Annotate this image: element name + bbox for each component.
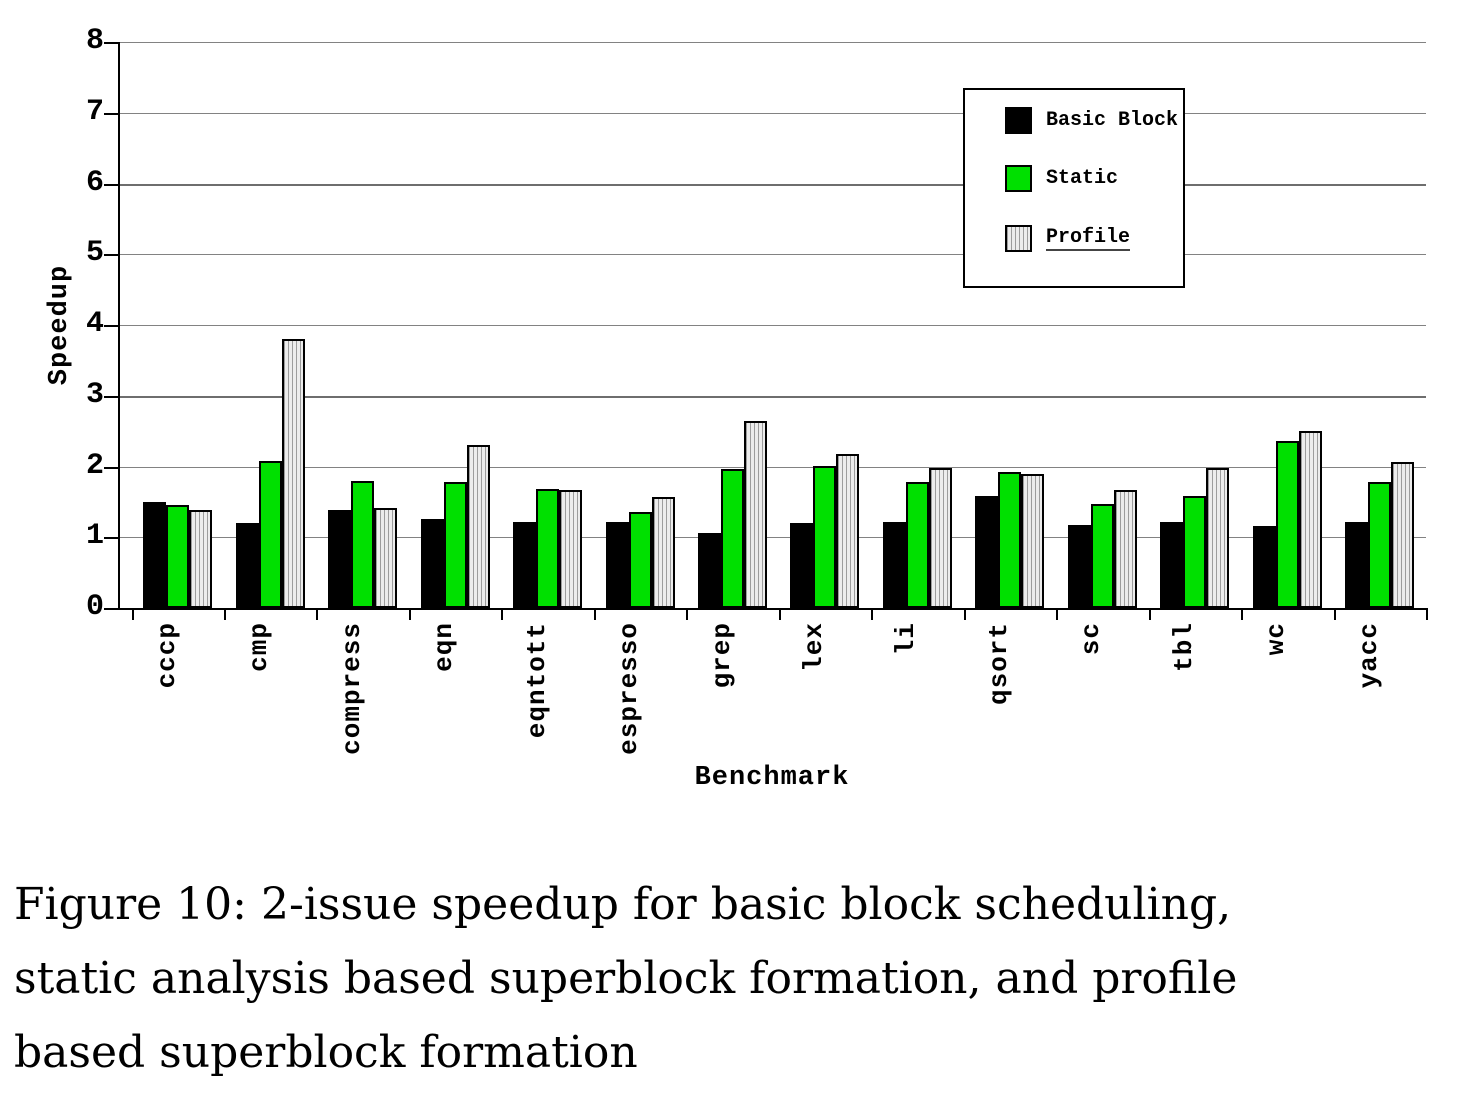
bar-profile-cmp	[282, 339, 305, 608]
profile-swatch-icon	[1005, 225, 1032, 252]
gridline	[118, 42, 1426, 43]
x-axis-tick	[132, 608, 134, 620]
y-axis-title: Speedup	[45, 264, 75, 386]
bar-profile-wc	[1299, 431, 1322, 608]
y-axis-tick	[104, 396, 118, 398]
x-axis-tick	[1056, 608, 1058, 620]
x-axis-title: Benchmark	[694, 763, 850, 793]
bar-basic-block-compress	[328, 510, 351, 608]
y-axis-tick	[104, 184, 118, 186]
bar-profile-cccp	[189, 510, 212, 608]
x-category-label-compress: compress	[336, 622, 367, 755]
caption-line: static analysis based superblock formation, and profile	[14, 953, 1238, 1004]
y-axis-tick	[104, 113, 118, 115]
bar-basic-block-lex	[790, 523, 813, 608]
x-category-label-tbl: tbl	[1168, 622, 1199, 672]
bar-profile-lex	[836, 454, 859, 608]
bar-static-li	[906, 482, 929, 608]
x-axis-tick	[1149, 608, 1151, 620]
y-axis-tick	[104, 537, 118, 539]
x-axis-tick	[1426, 608, 1428, 620]
y-tick-label: 7	[85, 94, 104, 129]
bar-static-compress	[351, 481, 374, 608]
legend-entry-basic-block	[1005, 107, 1178, 134]
bar-basic-block-yacc	[1345, 522, 1368, 608]
y-tick-label: 8	[85, 24, 104, 58]
bar-basic-block-li	[883, 522, 906, 608]
bar-basic-block-cmp	[236, 523, 259, 608]
y-tick-label: 0	[85, 590, 104, 624]
x-axis-tick	[686, 608, 688, 620]
x-category-label-sc: sc	[1076, 622, 1107, 656]
x-axis-tick	[316, 608, 318, 620]
legend	[963, 88, 1185, 288]
y-tick-label: 5	[85, 236, 104, 271]
legend-label: Basic Block	[1046, 109, 1179, 132]
bar-static-eqn	[444, 482, 467, 608]
gridline	[118, 396, 1426, 398]
x-category-label-qsort: qsort	[983, 622, 1014, 706]
y-axis-tick	[104, 608, 118, 610]
bar-basic-block-tbl	[1160, 522, 1183, 608]
bar-static-cmp	[259, 461, 282, 608]
y-axis-tick	[104, 42, 118, 44]
gridline	[118, 113, 1426, 114]
bar-basic-block-espresso	[606, 522, 629, 608]
bar-static-grep	[721, 469, 744, 608]
x-category-label-li: li	[891, 622, 922, 656]
x-category-label-yacc: yacc	[1353, 622, 1384, 689]
static-swatch-icon	[1005, 165, 1032, 192]
x-axis-tick	[501, 608, 503, 620]
y-tick-label: 4	[85, 307, 104, 341]
x-axis-tick	[409, 608, 411, 620]
gridline	[118, 184, 1426, 186]
x-axis-tick	[224, 608, 226, 620]
x-category-label-wc: wc	[1261, 622, 1292, 656]
bar-static-lex	[813, 466, 836, 608]
bar-profile-grep	[744, 421, 767, 608]
y-axis-tick	[104, 325, 118, 327]
bar-profile-tbl	[1206, 468, 1229, 608]
bar-static-espresso	[629, 512, 652, 608]
bar-profile-qsort	[1021, 474, 1044, 608]
bar-static-tbl	[1183, 496, 1206, 608]
gridline	[118, 467, 1426, 468]
bar-basic-block-eqntott	[513, 522, 536, 608]
x-category-label-lex: lex	[798, 622, 829, 672]
bar-basic-block-sc	[1068, 525, 1091, 608]
basic-block-swatch-icon	[1005, 107, 1032, 134]
x-axis-tick	[1241, 608, 1243, 620]
x-category-label-cmp: cmp	[244, 622, 275, 672]
bar-basic-block-eqn	[421, 519, 444, 608]
gridline	[118, 537, 1426, 538]
bar-basic-block-qsort	[975, 496, 998, 608]
y-axis-line	[118, 42, 120, 608]
bar-basic-block-cccp	[143, 502, 166, 608]
bar-basic-block-grep	[698, 533, 721, 608]
bar-profile-espresso	[652, 497, 675, 608]
bar-profile-sc	[1114, 490, 1137, 608]
bar-profile-eqn	[467, 445, 490, 608]
bar-static-qsort	[998, 472, 1021, 608]
legend-entry-profile	[1005, 225, 1130, 252]
bar-static-cccp	[166, 505, 189, 608]
y-tick-label: 6	[85, 165, 104, 200]
bar-profile-eqntott	[559, 490, 582, 608]
figure-caption	[14, 868, 1464, 1090]
gridline	[118, 254, 1426, 255]
x-axis-line	[118, 608, 1426, 610]
x-axis-tick	[964, 608, 966, 620]
bar-static-eqntott	[536, 489, 559, 608]
x-axis-tick	[779, 608, 781, 620]
y-axis-tick	[104, 467, 118, 469]
bar-profile-li	[929, 468, 952, 608]
x-axis-tick	[1334, 608, 1336, 620]
y-tick-label: 3	[85, 377, 104, 412]
x-category-label-eqn: eqn	[429, 622, 460, 672]
x-axis-tick	[871, 608, 873, 620]
bar-static-wc	[1276, 441, 1299, 608]
x-category-label-cccp: cccp	[151, 622, 182, 689]
x-axis-tick	[594, 608, 596, 620]
x-category-label-espresso: espresso	[614, 622, 645, 755]
x-category-label-grep: grep	[706, 622, 737, 689]
caption-line: based superblock formation	[14, 1027, 638, 1078]
x-category-label-eqntott: eqntott	[521, 622, 552, 739]
y-tick-label: 2	[85, 448, 104, 483]
legend-label: Profile	[1046, 226, 1131, 249]
y-tick-label: 1	[85, 519, 104, 554]
bar-profile-compress	[374, 508, 397, 608]
bar-static-sc	[1091, 504, 1114, 608]
caption-line: Figure 10: 2-issue speedup for basic block scheduling,	[14, 879, 1232, 930]
legend-label: Static	[1046, 167, 1119, 190]
legend-entry-static	[1005, 165, 1118, 192]
bar-static-yacc	[1368, 482, 1391, 608]
y-axis-tick	[104, 254, 118, 256]
bar-profile-yacc	[1391, 462, 1414, 608]
gridline	[118, 325, 1426, 326]
bar-basic-block-wc	[1253, 526, 1276, 608]
